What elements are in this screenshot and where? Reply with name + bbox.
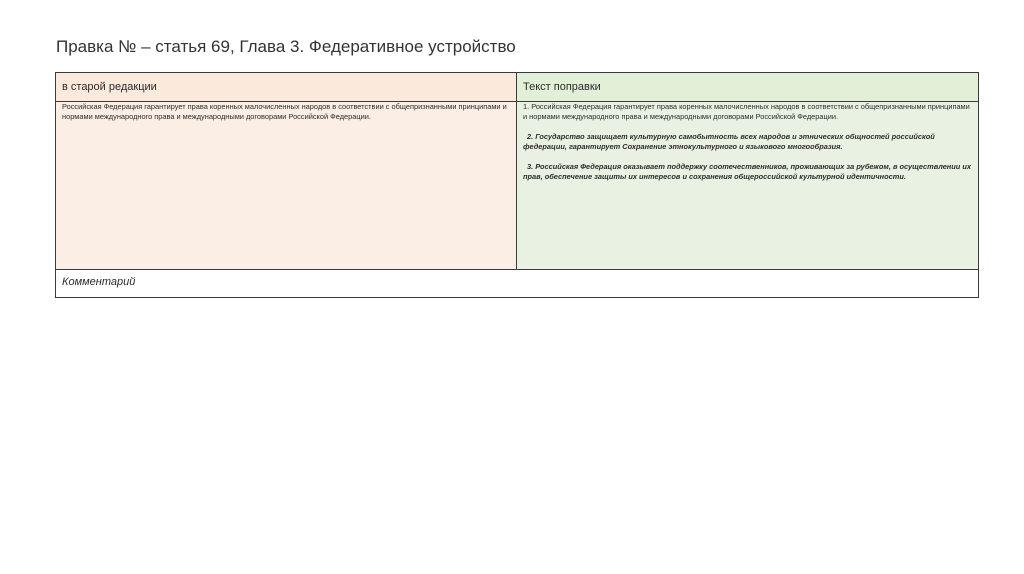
amendment-paragraph-3 <box>523 162 972 182</box>
amendment-text-cell <box>517 102 979 270</box>
amendment-table <box>55 72 979 298</box>
old-edition-text: Российская Федерация гарантирует права коренных малочисленных народов в соответствии с общепризнанными принципами и нормами международного права и международными договорами Российской Федерации. <box>62 102 507 121</box>
header-old-edition: в старой редакции <box>56 73 517 102</box>
comment-cell: Комментарий <box>56 270 979 298</box>
slide-title: Правка № – статья 69, Глава 3. Федеративное устройство <box>56 37 516 56</box>
amendment-paragraph-2-text: 2. Государство защищает культурную самобытность всех народов и этнических общностей российской федерации, гарантирует Сохранение этнокультурного и языкового многообразия. <box>523 132 935 151</box>
amendment-paragraph-2 <box>523 132 972 152</box>
header-amendment-text: Текст поправки <box>517 73 979 102</box>
header-row <box>56 73 979 102</box>
amendment-paragraph-3-text: 3. Российская Федерация оказывает поддержку соотечественников, проживающих за рубежом, в осуществлении их прав, обеспечение защиты их интересов и сохранения общероссийской культурной идентичности. <box>523 162 971 181</box>
content-row <box>56 102 979 270</box>
amendment-paragraph-1: 1. Российская Федерация гарантирует права коренных малочисленных народов в соответствии с общепризнанными принципами и нормами международного права и международными договорами Российской Федерации. <box>523 102 970 121</box>
old-edition-cell <box>56 102 517 270</box>
comment-row <box>56 270 979 298</box>
